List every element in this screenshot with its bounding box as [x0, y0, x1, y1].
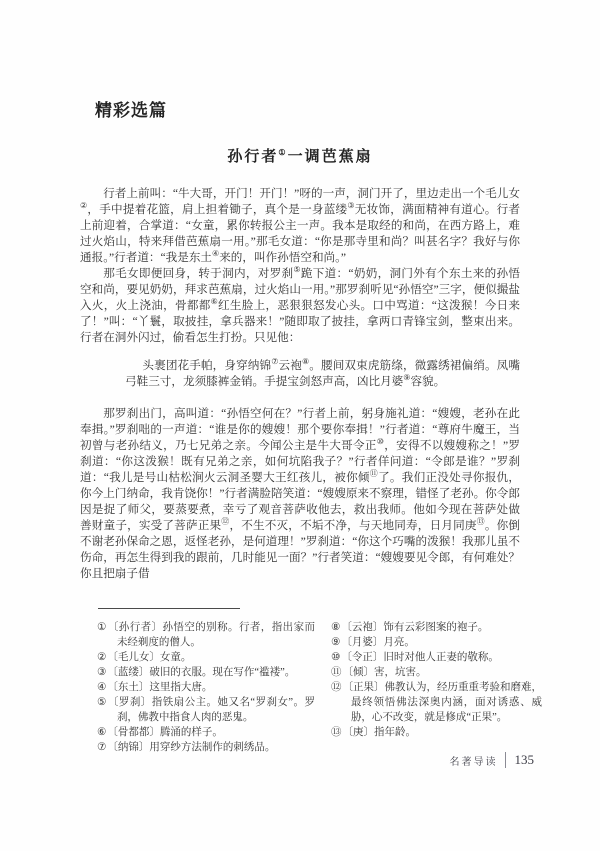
footnote-item: ⑪〔倾〕害，坑害。 [331, 667, 427, 678]
footnotes-section [97, 620, 542, 755]
article-title: 孙行者①一调芭蕉扇 [227, 148, 373, 165]
footnote-marker: ⑤ [97, 697, 107, 708]
article-body [80, 186, 520, 582]
footnote-marker: ⑧ [331, 622, 341, 633]
footnote-marker: ⑬ [331, 727, 342, 738]
footer-page-number: 135 [514, 752, 534, 767]
footnote-marker: ① [97, 622, 107, 633]
footnote-item: ⑬〔庚〕指年龄。 [331, 727, 416, 738]
paragraph: 那毛女即便回身，转于洞内，对罗刹⑤跪下道：“奶奶，洞门外有个东土来的孙悟空和尚，要见奶奶，拜求芭蕉扇，过火焰山一用。”那罗刹听见“孙悟空”三字，便似撮盐入火，火上浇油，骨都都⑥红生脸上，恶狠狠怒发心头。口中骂道：“这泼猴！今日来了！”叫：“丫鬟，取披挂，拿兵器来！”随即取了披挂，拿两口青锋宝剑，整束出来。行者在洞外闪过，偷看怎生打扮。只见他： [80, 265, 520, 344]
footnote-marker: ⑦ [97, 742, 107, 753]
footnote-marker: ⑩ [331, 652, 341, 663]
footnote-item: ⑨〔月婆〕月亮。 [331, 637, 415, 648]
footnote-item: ⑩〔令正〕旧时对他人正妻的敬称。 [331, 652, 499, 663]
footnote-item: ④〔东土〕这里指大唐。 [97, 682, 213, 693]
footnote-marker: ④ [97, 682, 107, 693]
footnote-marker: ⑥ [97, 727, 107, 738]
footnotes-right-column [331, 620, 542, 755]
footnote-marker: ③ [97, 667, 107, 678]
footnote-item: ①〔孙行者〕孙悟空的别称。行者，指出家而未经剃度的僧人。 [97, 622, 315, 648]
paragraph: 行者上前叫：“牛大哥，开门！开门！”呀的一声，洞门开了，里边走出一个毛儿女②，手中提着花篮，肩上担着锄子，真个是一身蓝缕③无妆饰，满面精神有道心。行者上前迎着，合掌道：“女童，累你转报公主一声。我本是取经的和尚，在西方路上，难过火焰山，特来拜借芭蕉扇一用。”那毛女道：“你是那寺里和尚？叫甚名字？我好与你通报。”行者道：“我是东土④来的，叫作孙悟空和尚。” [80, 187, 521, 264]
footnote-item: ⑦〔纳锦〕用穿纱方法制作的刺绣品。 [97, 742, 276, 753]
page-footer [450, 752, 535, 768]
footnote-marker: ⑪ [331, 667, 342, 678]
footnote-item: ③〔蓝缕〕破旧的衣服。现在写作“褴褛”。 [97, 667, 296, 678]
section-header: 精彩选篇 [95, 101, 167, 120]
footnote-item: ⑤〔罗刹〕指铁扇公主。她又名“罗刹女”。罗刹，佛教中指食人肉的恶鬼。 [97, 697, 315, 723]
paragraph: 那罗刹出门，高叫道：“孙悟空何在？”行者上前，躬身施礼道：“嫂嫂，老孙在此奉揖。”罗刹咄的一声道：“谁是你的嫂嫂！那个要你奉揖！”行者道：“尊府牛魔王，当初曾与老孙结义，乃七兄弟之亲。今闻公主是牛大哥令正⑩，安得不以嫂嫂称之！”罗刹道：“你这泼猴！既有兄弟之亲，如何坑陷我子？”行者佯问道：“令郎是谁？”罗刹道：“我儿是号山枯松涧火云洞圣婴大王红孩儿，被你倾⑪了。我们正没处寻你报仇，你今上门纳命，我肯饶你！”行者满脸陪笑道：“嫂嫂原来不察理，错怪了老孙。你令郎因是捉了师父，要蒸要煮，幸亏了观音菩萨收他去，救出我师。他如今现在菩萨处做善财童子，实受了菩萨正果⑫，不生不灭，不垢不净，与天地同寿，日月同庚⑬。你倒不谢老孙保命之恩，返怪老孙，是何道理！”罗刹道：“你这个巧嘴的泼猴！我那儿虽不伤命，再怎生得到我的跟前，几时能见一面？”行者笑道：“嫂嫂要见令郎，有何难处？你且把扇子借 [80, 407, 520, 580]
footnote-item: ⑫〔正果〕佛教认为，经历重重考验和磨难，最终领悟佛法深奥内涵，面对诱惑、威胁，心不改变，就是修成“正果”。 [331, 682, 542, 723]
footnote-item: ②〔毛儿女〕女童。 [97, 652, 192, 663]
footnote-separator-line [98, 608, 240, 609]
verse-block: 头裹团花手帕，身穿纳锦⑦云袍⑧。腰间双束虎筋绦，微露绣裙偏绡。凤嘴弓鞋三寸，龙须膝裤金销。手提宝剑怒声高，凶比月婆⑨容貌。 [125, 357, 520, 388]
footer-book-label: 名著导读 [449, 756, 498, 768]
footnote-item: ⑥〔骨都都〕腾涌的样子。 [97, 727, 223, 738]
footnote-marker: ② [97, 652, 107, 663]
footnote-item: ⑧〔云袍〕饰有云彩图案的袍子。 [331, 622, 489, 633]
footnote-marker: ⑨ [331, 637, 341, 648]
footnote-marker: ⑫ [331, 682, 342, 693]
footer-divider-line [505, 752, 506, 768]
footnotes-left-column [97, 620, 315, 755]
